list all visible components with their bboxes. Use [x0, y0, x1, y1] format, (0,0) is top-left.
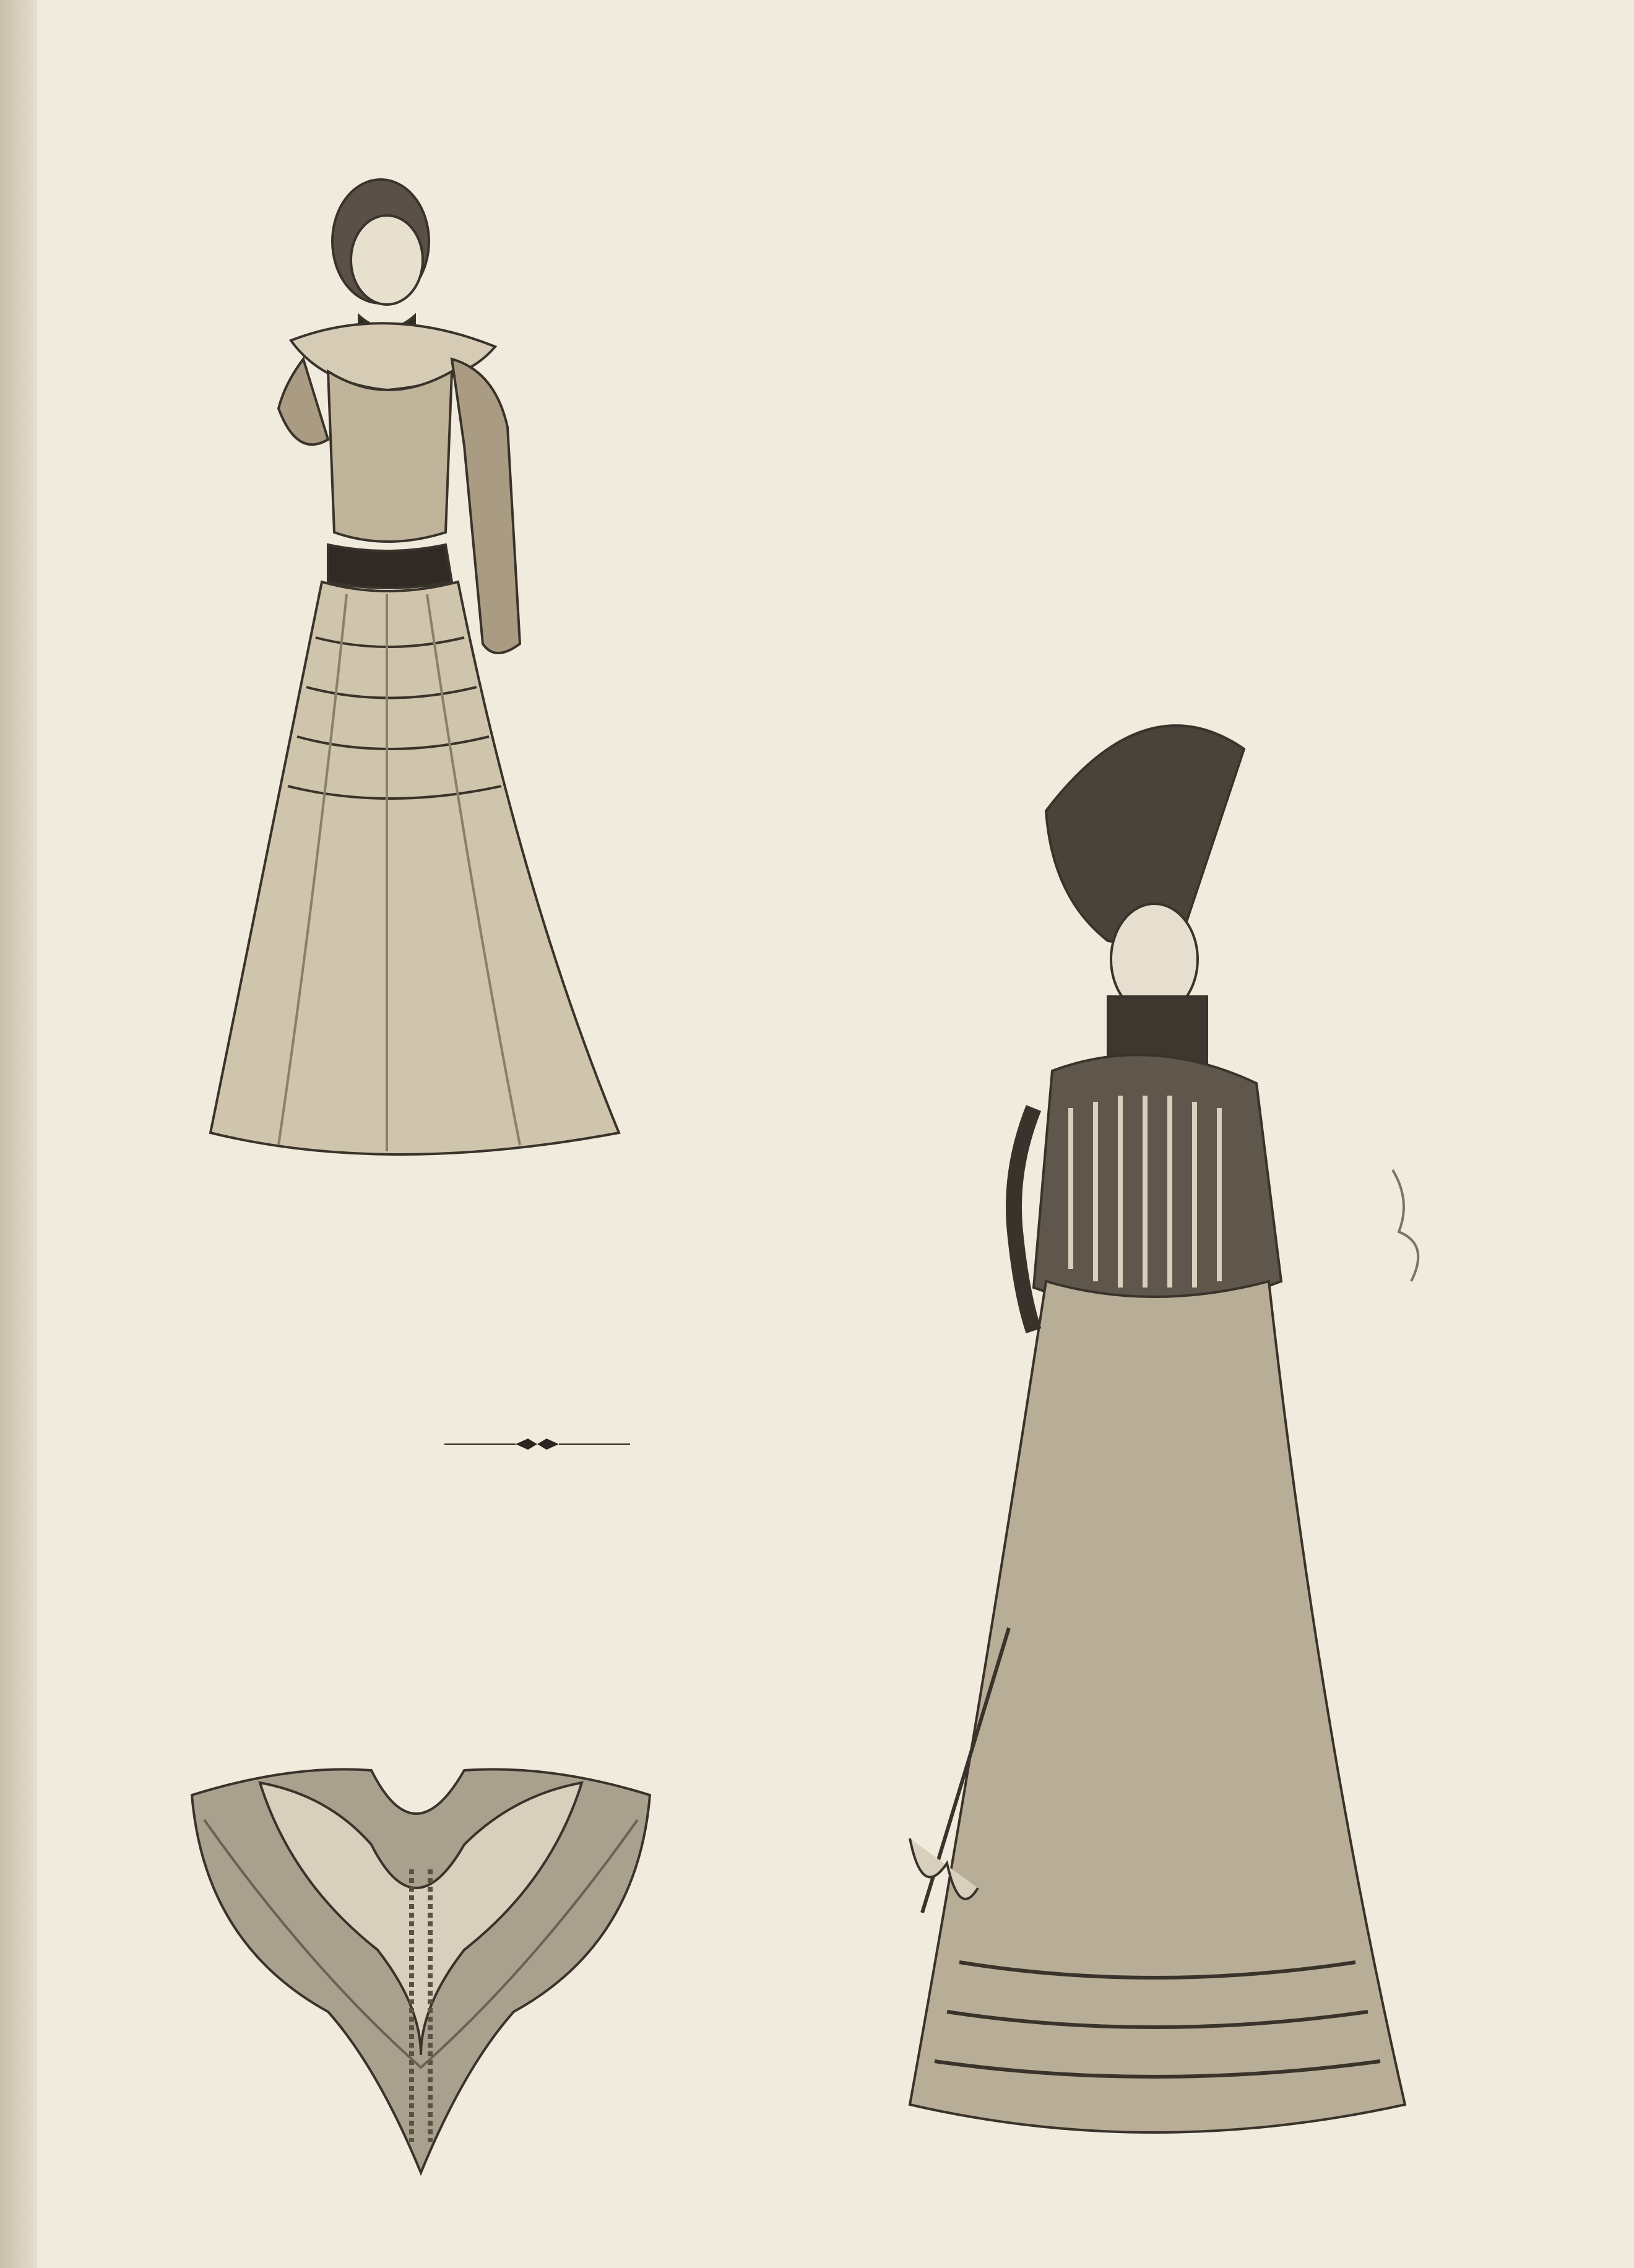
ornamental-divider: [444, 1435, 630, 1453]
page-gutter-shadow: [0, 0, 37, 2268]
fig95-illustration: [167, 1746, 668, 2204]
fig96-illustration: [885, 675, 1554, 2142]
fig94-illustration: [173, 149, 668, 1164]
